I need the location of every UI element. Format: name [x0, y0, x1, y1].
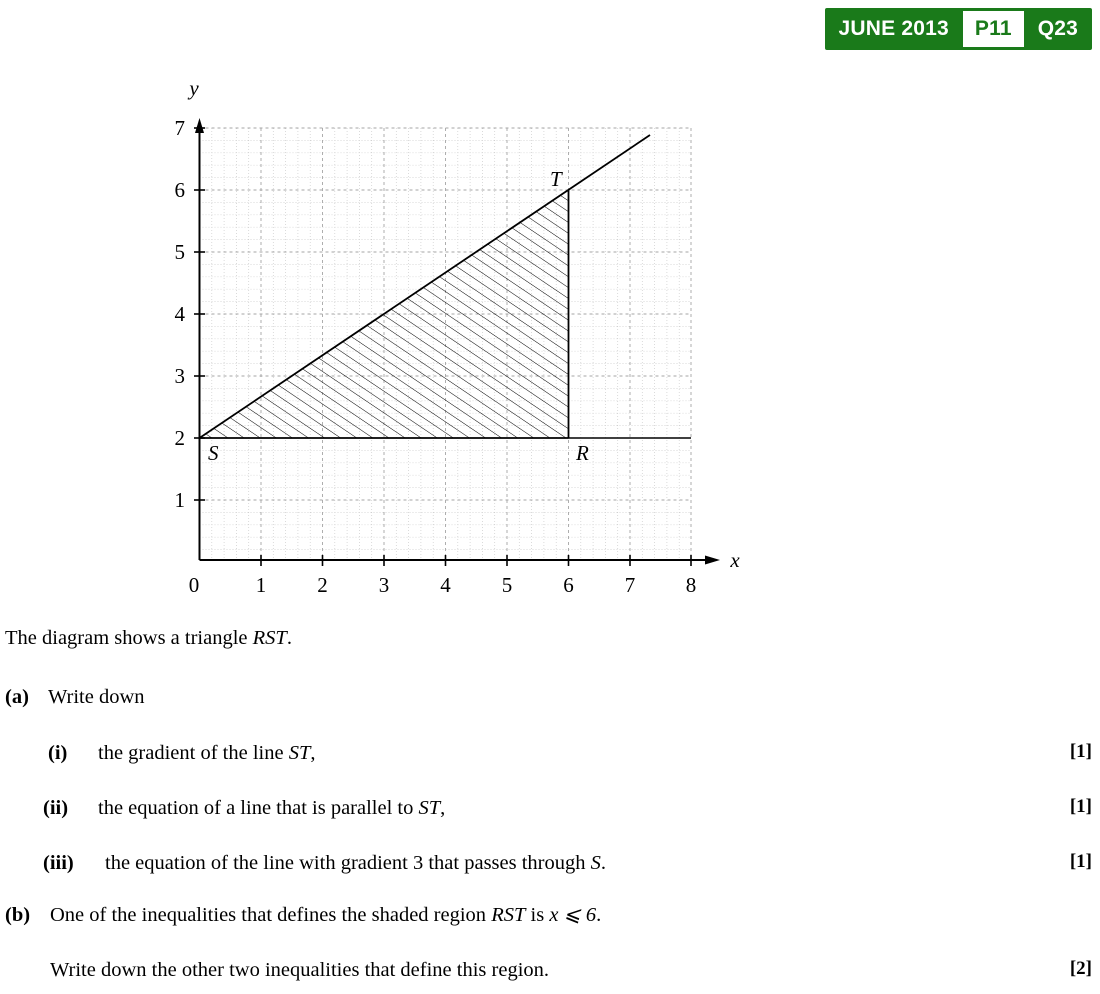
part-b-second-line: [50, 957, 1100, 984]
y-tick-4: 4: [174, 302, 185, 326]
item-iii-pre: the equation of the line with gradient 3 that passes through: [105, 851, 591, 874]
intro-pre: The diagram shows a triangle: [5, 627, 253, 649]
y-tick-3: 3: [174, 364, 185, 388]
y-tick-7: 7: [174, 116, 185, 140]
intro-triangle-name: RST: [252, 627, 287, 649]
y-tick-5: 5: [174, 240, 185, 264]
exam-paper-label: P11: [963, 11, 1024, 47]
vertex-label-s: S: [208, 441, 219, 465]
x-tick-6: 6: [563, 573, 574, 597]
x-tick-8: 8: [685, 573, 697, 597]
exam-session-label: JUNE 2013: [838, 17, 949, 40]
x-tick-3: 3: [378, 573, 390, 597]
y-tick-1: 1: [174, 488, 185, 512]
graph-svg: [150, 60, 770, 620]
part-a-item-ii: [43, 795, 1100, 822]
part-b-text: [50, 902, 601, 929]
part-b-post: .: [596, 904, 602, 927]
part-a-item-i-text: [98, 740, 315, 767]
item-i-italic: ST: [288, 742, 311, 765]
intro-post: .: [286, 627, 292, 649]
item-i-pre: the gradient of the line: [98, 742, 289, 765]
part-a-item-iii: [43, 850, 1100, 877]
exam-question-label: Q23: [1037, 17, 1078, 40]
part-b-mid: is: [525, 904, 550, 927]
item-ii-post: ,: [440, 796, 446, 819]
part-a-item-ii-label: (ii): [43, 796, 69, 819]
item-ii-pre: the equation of a line that is parallel to: [98, 796, 419, 819]
exam-reference-badge: [825, 8, 1092, 50]
x-tick-5: 5: [501, 573, 513, 597]
item-iii-italic: S: [590, 851, 601, 874]
part-a-label: (a): [5, 685, 29, 708]
part-b-marks: [2]: [1069, 957, 1092, 979]
x-tick-labels: [189, 573, 697, 597]
part-a: [5, 684, 1100, 711]
part-b-region-name: RST: [491, 904, 526, 927]
x-tick-2: 2: [317, 573, 328, 597]
x-tick-0: 0: [188, 573, 200, 597]
y-tick-6: 6: [174, 178, 185, 202]
item-i-post: ,: [310, 742, 316, 765]
x-tick-4: 4: [440, 573, 451, 597]
x-tick-7: 7: [624, 573, 636, 597]
vertex-label-r: R: [576, 441, 589, 465]
part-a-item-iii-marks: [1]: [1069, 850, 1092, 872]
part-a-item-i-marks: [1]: [1069, 741, 1092, 763]
part-a-item-ii-text: [98, 795, 445, 822]
y-tick-2: 2: [174, 426, 185, 450]
item-iii-post: .: [600, 851, 606, 874]
part-b-second-text: Write down the other two inequalities that define this region.: [50, 958, 550, 981]
part-b-label: (b): [5, 904, 31, 927]
y-tick-labels: [175, 116, 186, 512]
item-ii-italic: ST: [418, 796, 441, 819]
x-tick-1: 1: [255, 573, 267, 597]
part-a-item-ii-marks: [1]: [1069, 795, 1092, 817]
part-b-pre: One of the inequalities that defines the shaded region: [50, 904, 492, 927]
part-b-inequality: x ⩽ 6: [549, 904, 597, 927]
y-axis-label: y: [189, 76, 199, 100]
question-text-block: [0, 625, 1100, 983]
intro-sentence: [5, 625, 1100, 652]
vertex-label-t: T: [550, 167, 562, 191]
part-a-item-i: [48, 740, 1100, 767]
coordinate-graph: [150, 60, 770, 620]
part-a-text: Write down: [48, 685, 145, 708]
x-axis-label: x: [730, 548, 740, 572]
part-a-item-iii-text: [105, 850, 606, 877]
part-b: [5, 902, 1100, 929]
part-a-item-i-label: (i): [48, 742, 68, 765]
part-a-item-iii-label: (iii): [43, 851, 74, 874]
